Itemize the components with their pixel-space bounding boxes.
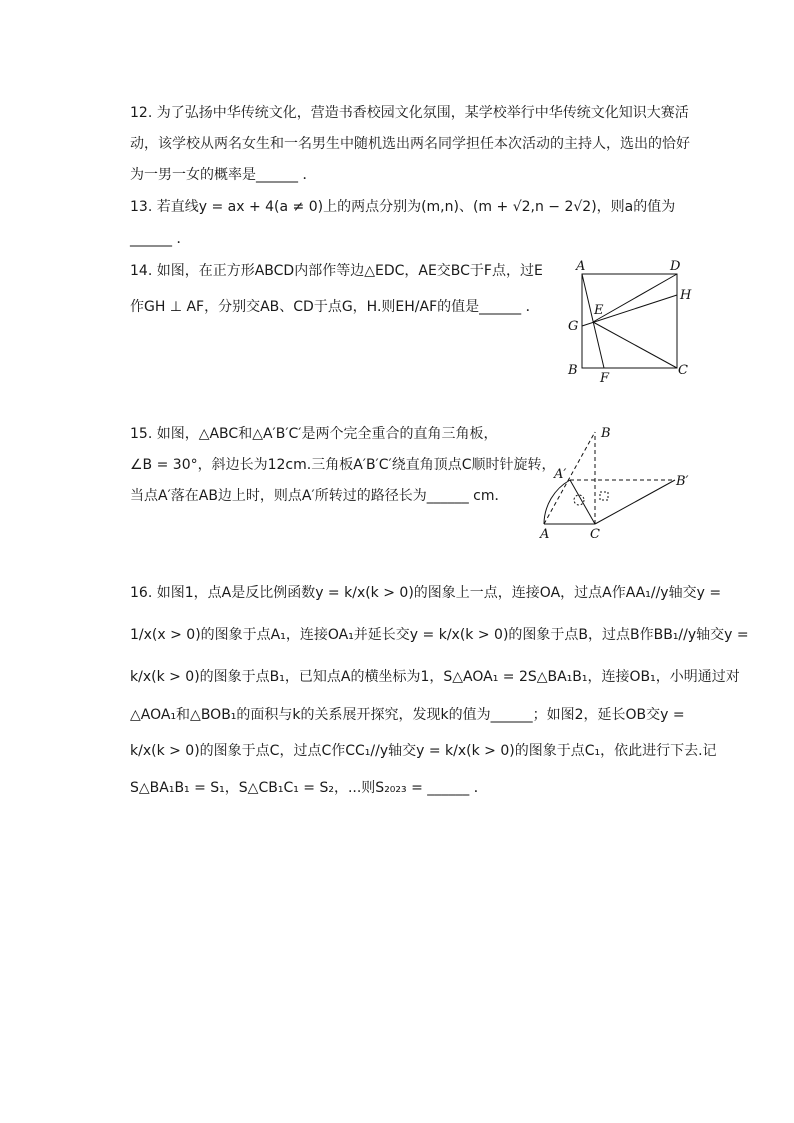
q15-line-1: 15. 如图，△ABC和△A′B′C′是两个完全重合的直角三角板， — [130, 426, 498, 442]
q15-triangles-figure — [534, 422, 704, 542]
q14-line-1: 14. 如图，在正方形ABCD内部作等边△EDC，AE交BC于F点，过E — [130, 263, 543, 279]
q14-label-g: G — [568, 319, 579, 334]
q14-label-c: C — [678, 363, 688, 378]
q15-label-c: C — [590, 527, 600, 542]
q14-label-h: H — [680, 288, 692, 303]
q14-label-a: A — [576, 259, 586, 274]
q12-line-3: 为一男一女的概率是______ ． — [130, 167, 317, 183]
q14-label-d: D — [670, 259, 681, 274]
q15-label-a-prime: A′ — [554, 467, 567, 482]
q13-line-1: 13. 若直线y = ax + 4(a ≠ 0)上的两点分别为(m,n)、(m + √2,n − 2√2)，则a的值为 — [130, 199, 676, 215]
q14-label-f: F — [600, 371, 610, 386]
q14-label-e: E — [594, 303, 604, 318]
q16-line-2: 1/x(x > 0)的图象于点A₁，连接OA₁并延长交y = k/x(k > 0)的图象于点B，过点B作BB₁//y轴交y = — [130, 627, 749, 643]
q15-label-b-prime: B′ — [676, 474, 689, 489]
q13-line-2: ______ ． — [130, 231, 191, 247]
q12-line-1: 12. 为了弘扬中华传统文化，营造书香校园文化氛围，某学校举行中华传统文化知识大赛活 — [130, 105, 689, 121]
q14-label-b: B — [568, 363, 578, 378]
q15-label-a: A — [540, 527, 550, 542]
q16-line-3: k/x(k > 0)的图象于点B₁，已知点A的横坐标为1，S△AOA₁ = 2S△BA₁B₁，连接OB₁，小明通过对 — [130, 669, 740, 685]
q15-line-3: 当点A′落在AB边上时，则点A′所转过的路径长为______ cm． — [130, 488, 509, 504]
q14-line-2: 作GH ⊥ AF，分别交AB、CD于点G，H.则EH/AF的值是______ ． — [130, 299, 540, 315]
q15-label-b: B — [601, 426, 611, 441]
q12-line-2: 动，该学校从两名女生和一名男生中随机选出两名同学担任本次活动的主持人，选出的恰好 — [130, 136, 690, 152]
q16-line-1: 16. 如图1，点A是反比例函数y = k/x(k > 0)的图象上一点，连接OA，过点A作AA₁//y轴交y = — [130, 585, 722, 601]
q16-line-6: S△BA₁B₁ = S₁，S△CB₁C₁ = S₂，...则S₂₀₂₃ = ______ ． — [130, 780, 488, 796]
q16-line-4: △AOA₁和△BOB₁的面积与k的关系展开探究，发现k的值为______；如图2，延长OB交y = — [130, 707, 685, 723]
q15-line-2: ∠B = 30°，斜边长为12cm.三角板A′B′C′绕直角顶点C顺时针旋转， — [130, 457, 556, 473]
q16-line-5: k/x(k > 0)的图象于点C，过点C作CC₁//y轴交y = k/x(k > 0)的图象于点C₁，依此进行下去.记 — [130, 743, 717, 759]
q14-square-figure — [564, 256, 704, 386]
